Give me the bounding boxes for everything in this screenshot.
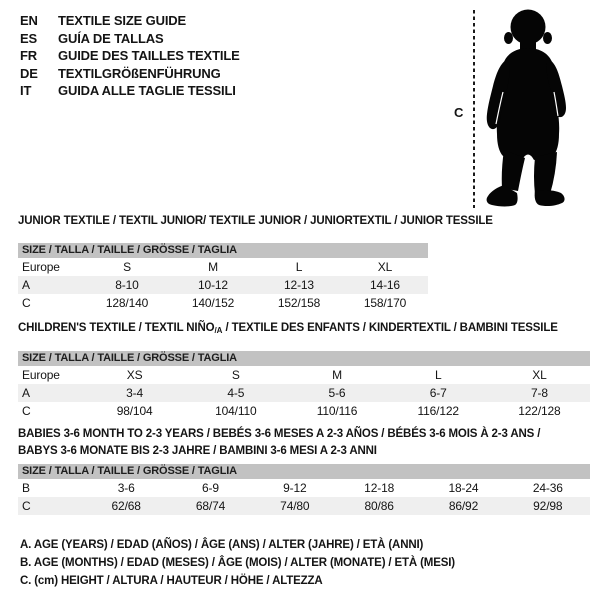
table-title-text: CHILDREN'S TEXTILE / TEXTIL NIÑO [18, 322, 215, 334]
size-cell: L [295, 260, 303, 274]
language-row-de [20, 65, 240, 83]
table-title-line1: BABIES 3-6 MONTH TO 2-3 YEARS / BEBÉS 3-6 MESES A 2-3 AÑOS / BÉBÉS 3-6 MOIS À 2-3 ANS / [18, 428, 541, 440]
value-cell: 7-8 [530, 386, 548, 400]
value-cell: 3-6 [117, 481, 135, 495]
childrens-textile-table [18, 321, 590, 420]
footnote-c: C. (cm) HEIGHT / ALTURA / HAUTEUR / HÖHE / ALTEZZA [20, 575, 323, 587]
value-cell: 74/80 [280, 499, 310, 513]
value-cell: 5-6 [328, 386, 346, 400]
value-cell: 110/116 [316, 404, 358, 418]
babies-textile-table [18, 426, 590, 515]
value-cell: 86/92 [448, 499, 479, 513]
value-cell: 9-12 [283, 481, 307, 495]
table-row [18, 294, 428, 312]
language-label: TEXTILGRÖßENFÜHRUNG [58, 65, 221, 81]
row-label: C [22, 404, 31, 418]
language-code: EN [20, 13, 38, 28]
language-label: TEXTILE SIZE GUIDE [58, 13, 187, 28]
size-header-bar: SIZE / TALLA / TAILLE / GRÖSSE / TAGLIA [18, 243, 428, 258]
size-header-bar: SIZE / TALLA / TAILLE / GRÖSSE / TAGLIA [18, 351, 590, 366]
size-cell: XL [377, 260, 393, 274]
value-cell: 68/74 [195, 499, 226, 513]
value-cell: 92/98 [533, 499, 563, 513]
size-header-bar: SIZE / TALLA / TAILLE / GRÖSSE / TAGLIA [18, 464, 590, 479]
language-code: IT [20, 83, 32, 98]
value-cell: 116/122 [417, 404, 459, 418]
table-row [18, 366, 590, 384]
value-cell: 12-13 [284, 278, 314, 292]
value-cell: 128/140 [105, 296, 149, 310]
value-cell: 98/104 [116, 404, 153, 418]
table-row [18, 479, 590, 497]
value-cell: 104/110 [215, 404, 257, 418]
value-cell: 140/152 [191, 296, 235, 310]
size-cell: M [332, 368, 342, 382]
table-row [18, 402, 590, 420]
table-title-subscript: /A [214, 326, 223, 335]
table-title: JUNIOR TEXTILE / TEXTIL JUNIOR/ TEXTILE JUNIOR / JUNIORTEXTIL / JUNIOR TESSILE [18, 215, 493, 227]
row-label: C [22, 499, 31, 513]
row-label: Europe [22, 368, 60, 382]
value-cell: 12-18 [364, 481, 395, 495]
value-cell: 18-24 [448, 481, 479, 495]
row-label: C [22, 296, 31, 310]
value-cell: 3-4 [126, 386, 144, 400]
language-row-en [20, 12, 240, 30]
language-row-es [20, 30, 240, 48]
language-code: DE [20, 65, 38, 81]
value-cell: 14-16 [370, 278, 400, 292]
size-cell: XS [126, 368, 143, 382]
value-cell: 4-5 [227, 386, 245, 400]
row-label: Europe [22, 260, 60, 274]
junior-textile-table [18, 214, 493, 312]
table-title [18, 321, 590, 338]
value-cell: 8-10 [115, 278, 139, 292]
table-row [18, 384, 590, 402]
language-code: FR [20, 48, 38, 63]
size-cell: XL [532, 368, 547, 382]
language-row-it [20, 82, 240, 100]
value-cell: 80/86 [364, 499, 394, 513]
figure-height-label: C [454, 105, 464, 120]
table-row [18, 497, 590, 515]
table-title-line2: BABYS 3-6 MONATE BIS 2-3 JAHRE / BAMBINI 3-6 MESI A 2-3 ANNI [18, 445, 377, 457]
row-label: B [22, 481, 30, 495]
footnote-a: A. AGE (YEARS) / EDAD (AÑOS) / ÂGE (ANS) / ALTER (JAHRE) / ETÀ (ANNI) [20, 539, 424, 551]
size-cell: S [123, 260, 131, 274]
row-label: A [22, 386, 30, 400]
table-row [18, 276, 428, 294]
value-cell: 6-7 [429, 386, 447, 400]
value-cell: 158/170 [363, 296, 407, 310]
value-cell: 152/158 [277, 296, 321, 310]
language-label: GUIDE DES TAILLES TEXTILE [58, 48, 240, 63]
language-code: ES [20, 30, 38, 46]
value-cell: 62/68 [111, 499, 141, 513]
value-cell: 6-9 [202, 481, 219, 495]
table-row [18, 258, 428, 276]
baby-silhouette [487, 10, 566, 207]
language-label: GUIDA ALLE TAGLIE TESSILI [58, 83, 236, 98]
language-guide-list [20, 12, 240, 100]
value-cell: 24-36 [532, 481, 563, 495]
table-title-text: / TEXTILE DES ENFANTS / KINDERTEXTIL / BAMBINI TESSILE [222, 322, 558, 334]
language-label: GUÍA DE TALLAS [58, 30, 164, 46]
size-cell: L [434, 368, 442, 382]
row-label: A [22, 278, 30, 292]
value-cell: 10-12 [198, 278, 228, 292]
footnotes [20, 536, 455, 590]
toddler-silhouette-icon [450, 2, 580, 214]
size-cell: S [231, 368, 240, 382]
footnote-b: B. AGE (MONTHS) / EDAD (MESES) / ÂGE (MOIS) / ALTER (MONATE) / ETÀ (MESI) [20, 557, 455, 569]
value-cell: 122/128 [518, 404, 561, 418]
language-row-fr [20, 47, 240, 65]
size-cell: M [208, 260, 218, 274]
